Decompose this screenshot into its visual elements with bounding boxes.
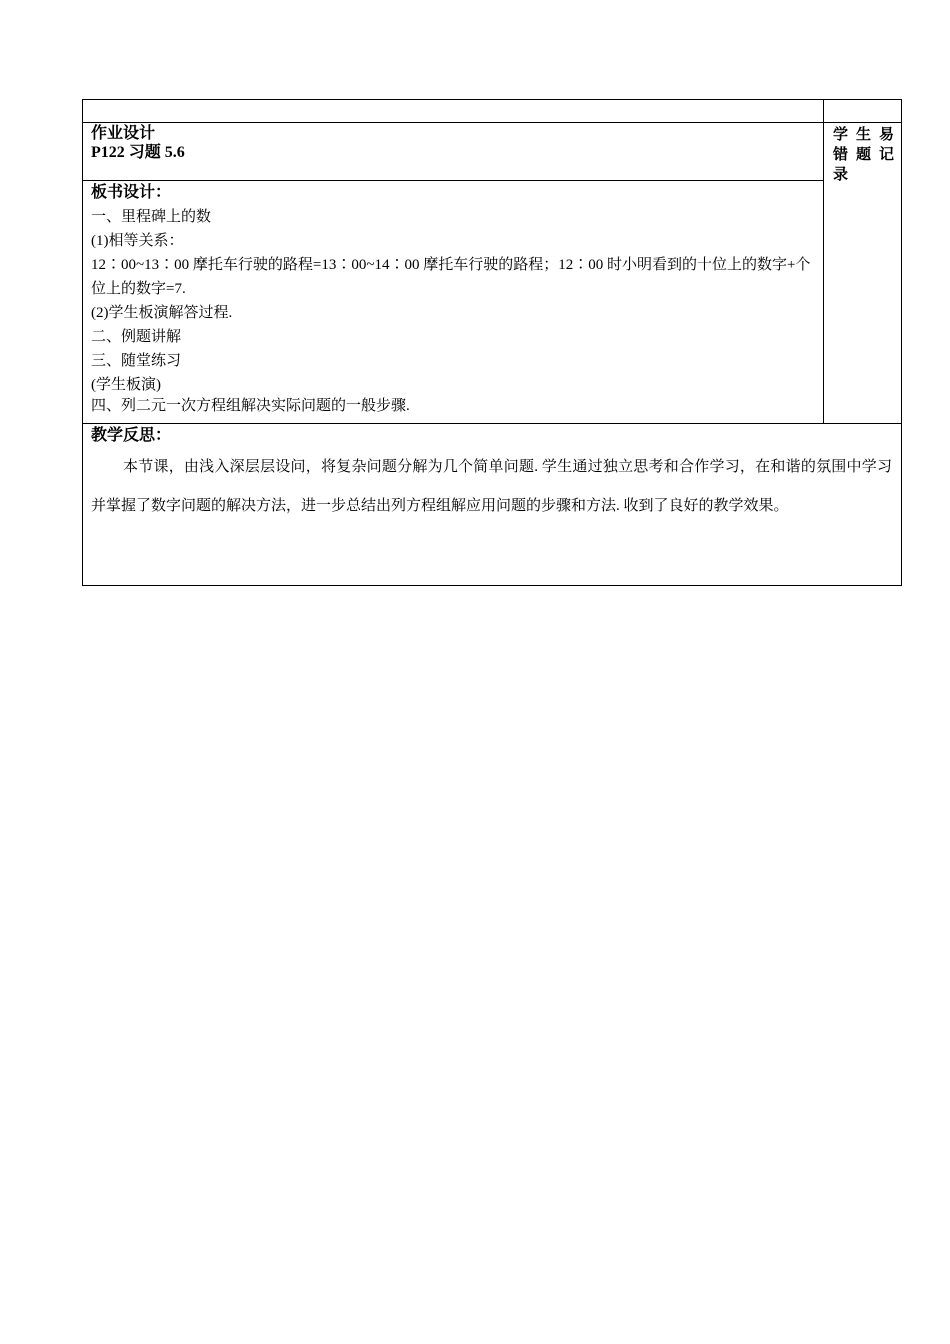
board-design-title: 板书设计：	[91, 184, 172, 201]
board-line-8: 四、列二元一次方程组解决实际问题的一般步骤.	[91, 398, 410, 414]
board-design-cell	[83, 181, 824, 424]
empty-cell-main	[83, 100, 824, 123]
empty-cell-side	[824, 100, 902, 123]
reflection-cell	[83, 424, 902, 586]
board-line-2: (1)相等关系：	[91, 233, 184, 249]
side-label-line1: 学 生 易	[833, 125, 895, 143]
reflection-row	[83, 424, 902, 586]
student-error-record-cell	[824, 123, 902, 424]
board-line-6: 三、随堂练习	[91, 353, 182, 369]
empty-header-row	[83, 100, 902, 123]
board-line-1: 一、里程碑上的数	[91, 209, 212, 225]
homework-title: 作业设计	[91, 125, 156, 142]
side-label-line2: 错 题 记	[833, 145, 895, 163]
student-error-record-label	[824, 123, 901, 184]
board-design-row	[83, 181, 902, 424]
reflection-title: 教学反思：	[91, 427, 172, 444]
side-label-line3: 录	[833, 165, 850, 183]
homework-row	[83, 123, 902, 181]
reflection-paragraph: 本节课，由浅入深层层设问，将复杂问题分解为几个简单问题. 学生通过独立思考和合作学习，在和谐的氛围中学习并掌握了数字问题的解决方法，进一步总结出列方程组解应用问题的步骤和方法. 收到了良好的教学效果。	[91, 459, 892, 514]
homework-cell	[83, 123, 824, 181]
homework-exercise: P122 习题 5.6	[91, 144, 185, 161]
board-line-7: (学生板演)	[91, 377, 161, 393]
lesson-plan-table	[82, 99, 902, 586]
board-line-4: (2)学生板演解答过程.	[91, 305, 233, 321]
board-line-3: 12∶00~13∶00 摩托车行驶的路程=13∶00~14∶00 摩托车行驶的路程；12∶00 时小明看到的十位上的数字+个位上的数字=7.	[91, 257, 811, 297]
board-line-5: 二、例题讲解	[91, 329, 182, 345]
